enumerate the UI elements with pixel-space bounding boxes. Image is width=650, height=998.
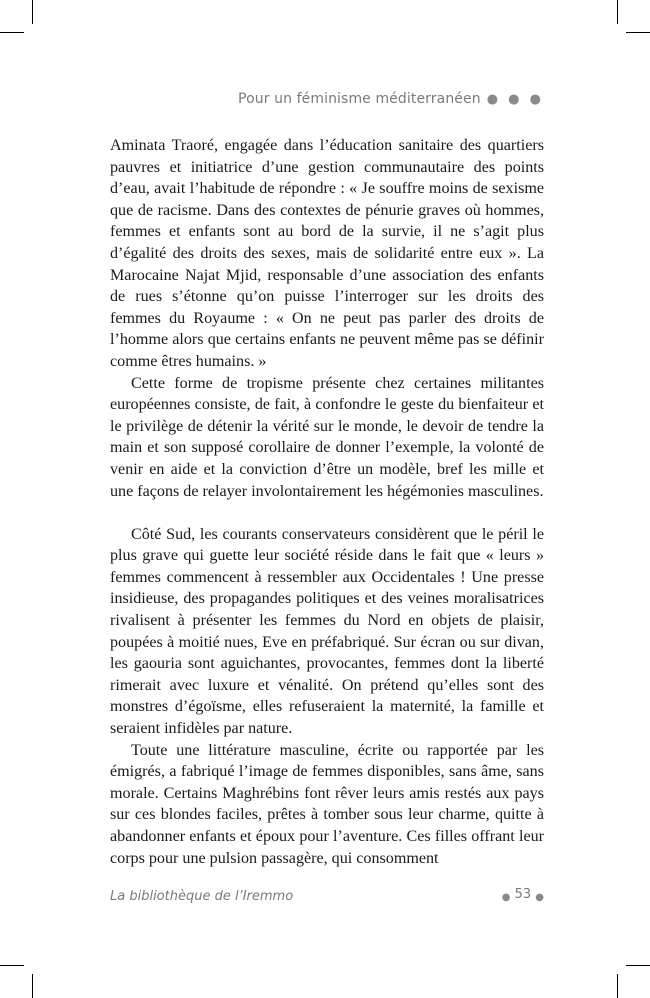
crop-mark [32, 0, 33, 24]
running-header [110, 91, 544, 107]
running-title: Pour un féminisme méditerranéen [238, 91, 481, 107]
book-title: La bibliothèque de l’Iremmo [110, 889, 294, 904]
crop-mark [626, 32, 650, 33]
crop-mark [617, 0, 618, 24]
page-number: 53 [514, 887, 532, 902]
paragraph: Toute une littérature masculine, écrite ou rapportée par les émigrés, a fabriqué l’image de femmes disponibles, sans âme, sans morale. Certains Maghrébins font rêver leurs amis restés aux pays sur ces blondes faciles, prêtes à tomber sous leur charme, quitte à abandonner enfants et époux pour l’aventure. Ces filles offrant leur corps pour une pulsion passagère, qui consomment [110, 741, 544, 867]
crop-mark [617, 974, 618, 998]
bullet-icon: ● [501, 892, 511, 903]
page-footer [110, 887, 544, 907]
paragraph: Côté Sud, les courants conservateurs considèrent que le péril le plus grave qui guette leur société réside dans le fait que « leurs » femmes commencent à ressembler aux Occidentales ! Une presse insidieuse, des propagandes politiques et des veines moralisatrices rivalisent à présenter les femmes du Nord en objets de plaisir, poupées à moitié nues, Eve en préfabriqué. Sur écran ou sur divan, les gaouria sont aguichantes, provocantes, femmes dont la liberté rimerait avec luxure et vénalité. On prétend qu’elles sont des monstres d’égoïsme, elles refuseraient la maternité, la famille et seraient infidèles par nature. [110, 525, 544, 738]
crop-mark [626, 965, 650, 966]
header-dots: ● ● ● [486, 92, 544, 107]
crop-mark [0, 965, 24, 966]
bullet-icon: ● [535, 892, 544, 903]
paragraph: Aminata Traoré, engagée dans l’éducation sanitaire des quartiers pauvres et initiatrice d’une gestion communautaire des points d’eau, avait l’habitude de répondre : « Je souffre moins de sexisme que de racisme. Dans des contextes de pénurie graves où hommes, femmes et enfants sont au bord de la survie, il ne s’agit plus d’égalité des droits des sexes, mais de solidarité entre eux ». La Marocaine Najat Mjid, responsable d’une association des enfants de rues s’étonne qu’on puisse l’interroger sur les droits des femmes du Royaume : « On ne peut pas parler des droits de l’homme alors que certains enfants ne peuvent même pas se définir comme êtres humains. » [110, 137, 544, 370]
crop-mark [0, 32, 24, 33]
crop-mark [32, 974, 33, 998]
page-number-block [502, 887, 544, 903]
paragraph: Cette forme de tropisme présente chez certaines militantes européennes consiste, de fait, à confondre le geste du bienfaiteur et le privilège de détenir la vérité sur le monde, le devoir de tendre la main et son supposé corollaire de donner l’exemple, la volonté de venir en aide et la conviction d’être un modèle, bref les mille et une façons de relayer involontairement les hégémonies masculines. [110, 374, 544, 500]
body-text [110, 135, 544, 869]
